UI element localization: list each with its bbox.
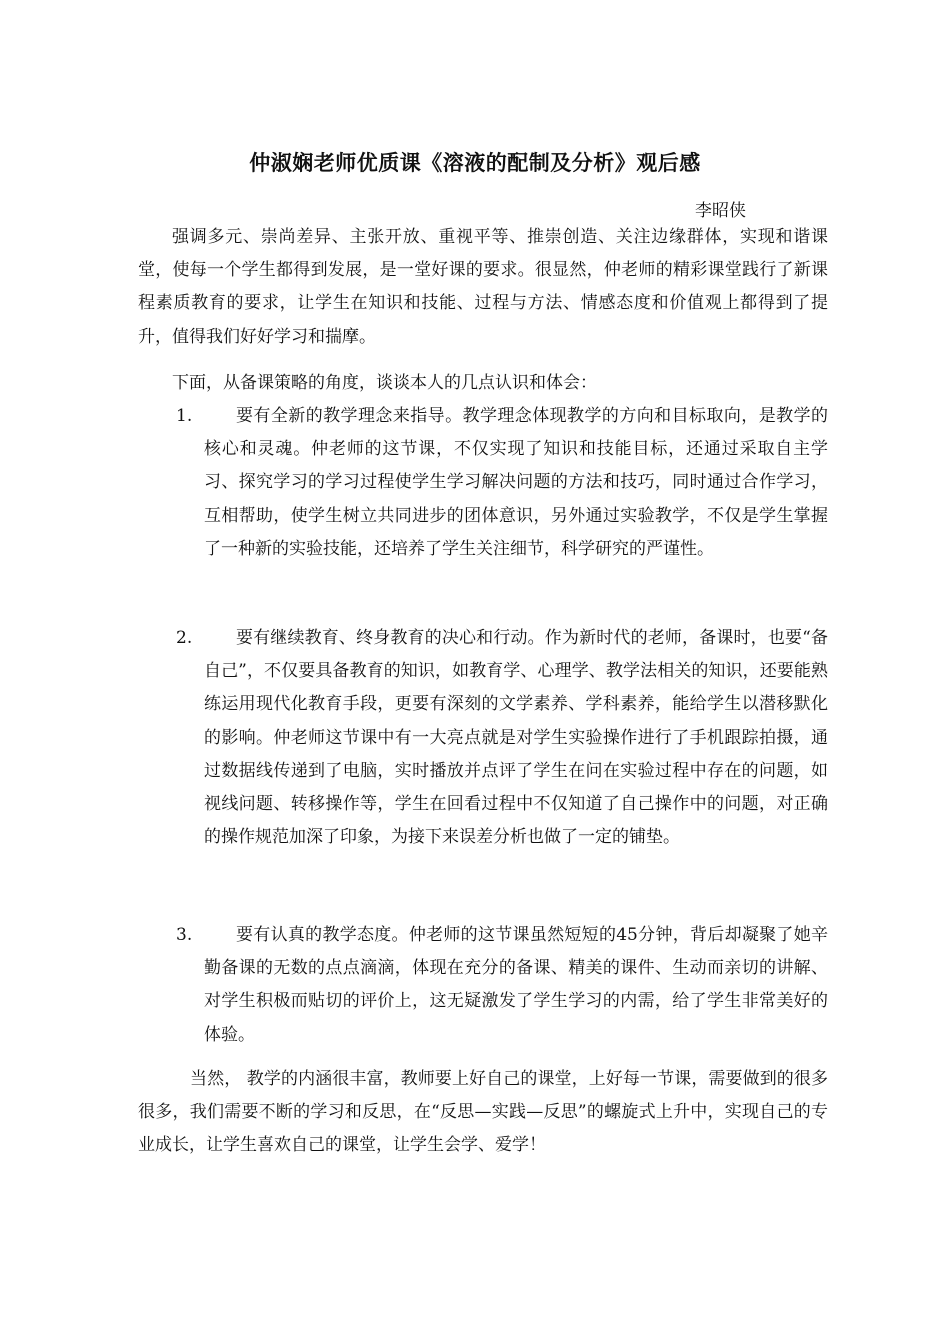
list-item-number: 3. [176,925,193,945]
paragraph-conclusion: 当然， 教学的内涵很丰富，教师要上好自己的课堂，上好每一节课，需要做到的很多很多，我们需要不断的学习和反思，在“反思—实践—反思”的螺旋式上升中，实现自己的专业成长，让学生喜欢自己的课堂，让学生会学、爱学！ [138,1069,828,1156]
list-item [138,622,828,854]
list-item-number: 1. [176,406,193,426]
document-author: 李昭侠 [695,201,746,221]
list-item-text: 要有认真的教学态度。仲老师的这节课虽然短短的45分钟，背后却凝聚了她辛勤备课的无数的点点滴滴，体现在充分的备课、精美的课件、生动而亲切的讲解、对学生积极而贴切的评价上，这无疑激发了学生学习的内需，给了学生非常美好的体验。 [204,925,828,1045]
list-item [138,919,828,1052]
list-item-text: 要有继续教育、终身教育的决心和行动。作为新时代的老师，备课时，也要“备自己”，不仅要具备教育的知识，如教育学、心理学、教学法相关的知识，还要能熟练运用现代化教育手段，更要有深刻的文学素养、学科素养，能给学生以潜移默化的影响。仲老师这节课中有一大亮点就是对学生实验操作进行了手机跟踪拍摄，通过数据线传递到了电脑，实时播放并点评了学生在问在实验过程中存在的问题，如视线问题、转移操作等，学生在回看过程中不仅知道了自己操作中的问题，对正确的操作规范加深了印象，为接下来误差分析也做了一定的铺垫。 [204,628,828,848]
list-item [138,400,828,566]
paragraph-intro: 强调多元、崇尚差异、主张开放、重视平等、推崇创造、关注边缘群体，实现和谐课堂，使每一个学生都得到发展，是一堂好课的要求。很显然，仲老师的精彩课堂践行了新课程素质教育的要求，让学生在知识和技能、过程与方法、情感态度和价值观上都得到了提升，值得我们好好学习和揣摩。 [138,227,828,347]
list-item-text: 要有全新的教学理念来指导。教学理念体现教学的方向和目标取向，是教学的核心和灵魂。仲老师的这节课，不仅实现了知识和技能目标，还通过采取自主学习、探究学习的学习过程使学生学习解决问题的方法和技巧，同时通过合作学习，互相帮助，使学生树立共同进步的团体意识，另外通过实验教学，不仅是学生掌握了一种新的实验技能，还培养了学生关注细节，科学研究的严谨性。 [204,406,828,559]
list-item-number: 2. [176,628,193,648]
paragraph-lead-in: 下面，从备课策略的角度，谈谈本人的几点认识和体会： [172,373,597,393]
document-title: 仲淑娴老师优质课《溶液的配制及分析》观后感 [249,151,701,175]
